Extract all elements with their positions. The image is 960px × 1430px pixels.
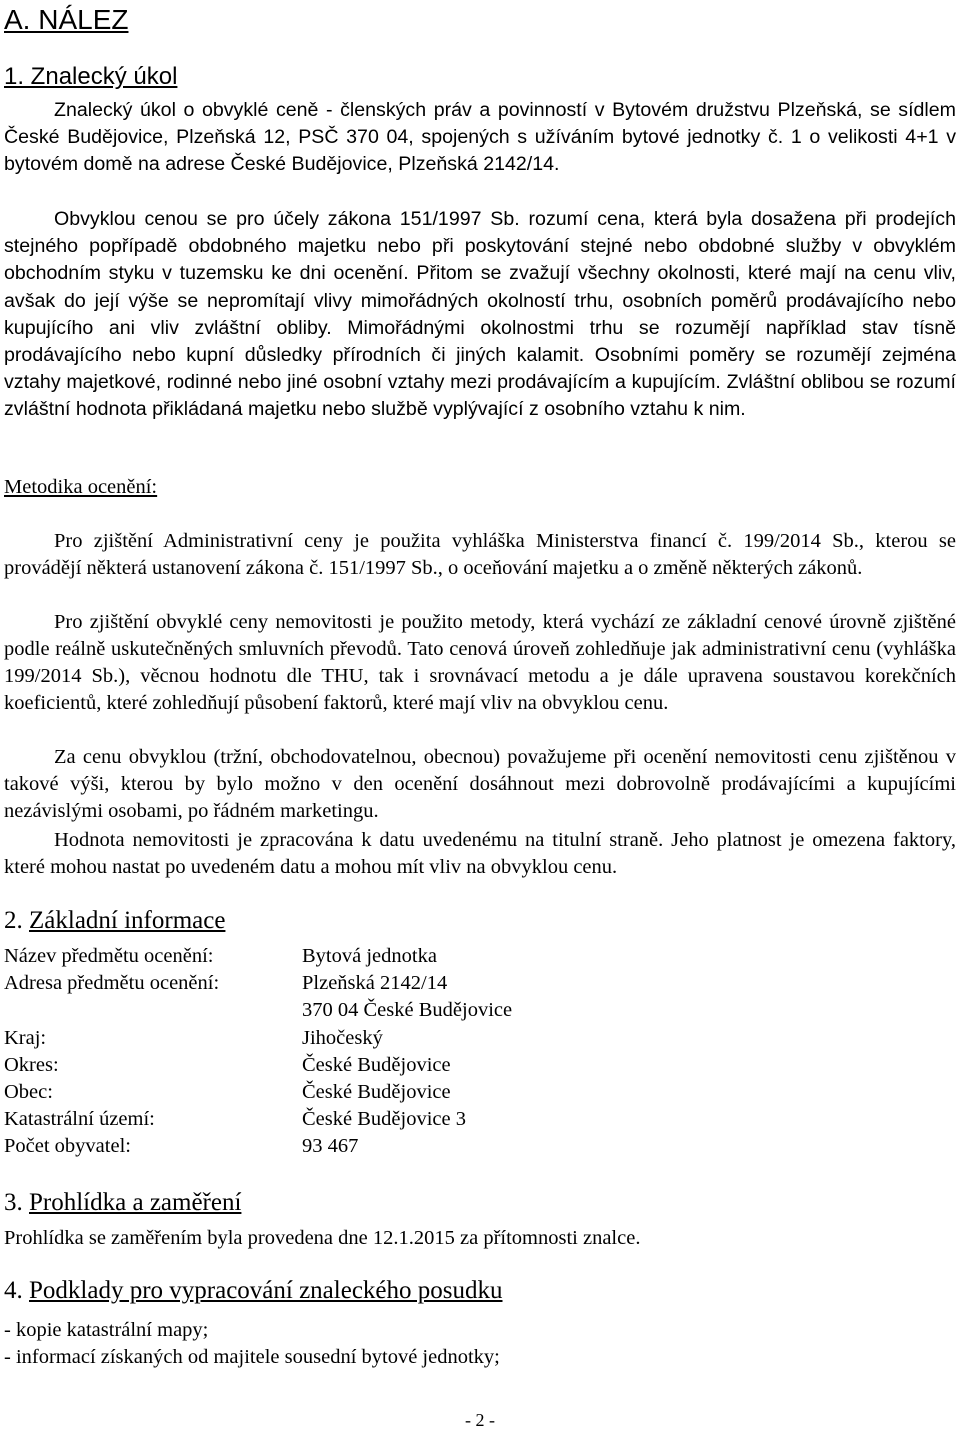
section-2-number: 2. [4,907,23,934]
info-label: Kraj: [4,1026,47,1049]
info-row [4,1025,704,1052]
method-paragraph-4: Hodnota nemovitosti je zpracována k datu uvedenému na titulní straně. Jeho platnost je omezena faktory, které mohou nastat po uvedeném datu a mohou mít vliv na obvyklou cenu. [4,829,956,878]
method-paragraph-1: Pro zjištění Administrativní ceny je použita vyhláška Ministerstva financí č. 199/2014 Sb., kterou se provádějí některá ustanovení zákona č. 151/1997 Sb., o oceňování majetku a o změně některých zákonů. [4,530,956,579]
info-value: České Budějovice 3 [302,1108,466,1131]
info-row [4,997,704,1024]
info-label: Počet obyvatel: [4,1135,131,1158]
info-row [4,1133,704,1160]
section-4-title [4,1275,503,1307]
method-title: Metodika ocenění: [4,476,158,498]
info-label: Obec: [4,1081,53,1103]
info-label: Okres: [4,1053,59,1076]
page-heading: A. NÁLEZ [4,4,129,35]
info-value: České Budějovice [302,1081,451,1103]
section-2-title [4,905,225,937]
method-paragraph-2: Pro zjištění obvyklé ceny nemovitosti je použito metody, která vychází ze základní cenové úrovně zjištěné podle reálně uskutečněných smluvních převodů. Tato cenová úroveň zohledňuje jak administrativní cenu (vyhláška 199/2014 Sb.), věcnou hodnotu dle THU, tak i srovnávací metodu a je dále upravena soustavou korekčních koeficientů, které zohledňují působení faktorů, které mají vliv na obvyklou cenu. [4,611,956,714]
info-label: Katastrální území: [4,1108,155,1131]
section-1-title: 1. Znalecký úkol [4,63,178,90]
info-label: Adresa předmětu ocenění: [4,972,220,995]
info-value: 370 04 České Budějovice [302,999,513,1022]
section-1-paragraph-definition: Obvyklou cenou se pro účely zákona 151/1997 Sb. rozumí cena, která byla dosažena při prodejích stejného popřípadě obdobného majetku nebo při poskytování stejné nebo obdobné služby v obvyklém obchodním styku v tuzemsku ke dni ocenění. Přitom se zvažují všechny okolnosti, které mají na cenu vliv, avšak do její výše se nepromítají vlivy mimořádných okolností trhu, osobních poměrů prodávajícího nebo kupujícího ani vliv zvláštní obliby. Mimořádnými okolnostmi trhu se rozumějí například stav tísně prodávajícího nebo kupní důsledky přírodních či jiných kalamit. Osobními poměry se rozumějí zejména vztahy majetkové, rodinné nebo jiné osobní vztahy mezi prodávajícím a kupujícím. Zvláštní oblibou se rozumí zvláštní hodnota přikládaná majetku nebo službě vyplývající z osobního vztahu k nim. [4,208,956,421]
page-number: - 2 - [465,1410,495,1430]
sources-list [4,1317,500,1371]
info-value: Bytová jednotka [302,945,437,967]
section-1-paragraph-task [4,97,956,178]
list-item: - informací získaných od majitele sousední bytové jednotky; [4,1346,500,1368]
list-item: - kopie katastrální mapy; [4,1319,209,1341]
info-value: Plzeňská 2142/14 [302,972,448,995]
task-text: Znalecký úkol o obvyklé ceně - členských práv a povinností v Bytovém družstvu Plzeňská, se sídlem České Budějovice, Plzeňská 12, PSČ 370 04, spojených s užíváním bytové jednotky č. 1 o velikosti 4+1 v bytovém domě na adrese České Budějovice, Plzeňská 2142/14. [4,99,956,175]
section-4-number: 4. [4,1277,23,1304]
section-4-text: Podklady pro vypracování znaleckého posudku [29,1277,503,1304]
info-row [4,943,704,970]
inspection-text: Prohlídka se zaměřením byla provedena dne 12.1.2015 za přítomnosti znalce. [4,1227,641,1249]
info-value: České Budějovice [302,1053,451,1076]
info-row [4,1106,704,1133]
info-value: Jihočeský [302,1026,383,1049]
section-3-number: 3. [4,1189,23,1216]
info-label: Název předmětu ocenění: [4,945,214,967]
method-paragraph-3: Za cenu obvyklou (tržní, obchodovatelnou, obecnou) považujeme při ocenění nemovitosti cenu zjištěnou v takové výši, kterou by bylo možno v den ocenění dosáhnout mezi dobrovolně prodávajícími a kupujícími nezávislými osobami, po řádném marketingu. [4,746,956,822]
section-2-text: Základní informace [29,907,226,934]
info-row [4,970,704,997]
info-value: 93 467 [302,1135,359,1158]
info-row [4,1079,704,1106]
info-row [4,1052,704,1079]
section-3-title [4,1187,241,1219]
section-3-text: Prohlídka a zaměření [29,1189,242,1216]
